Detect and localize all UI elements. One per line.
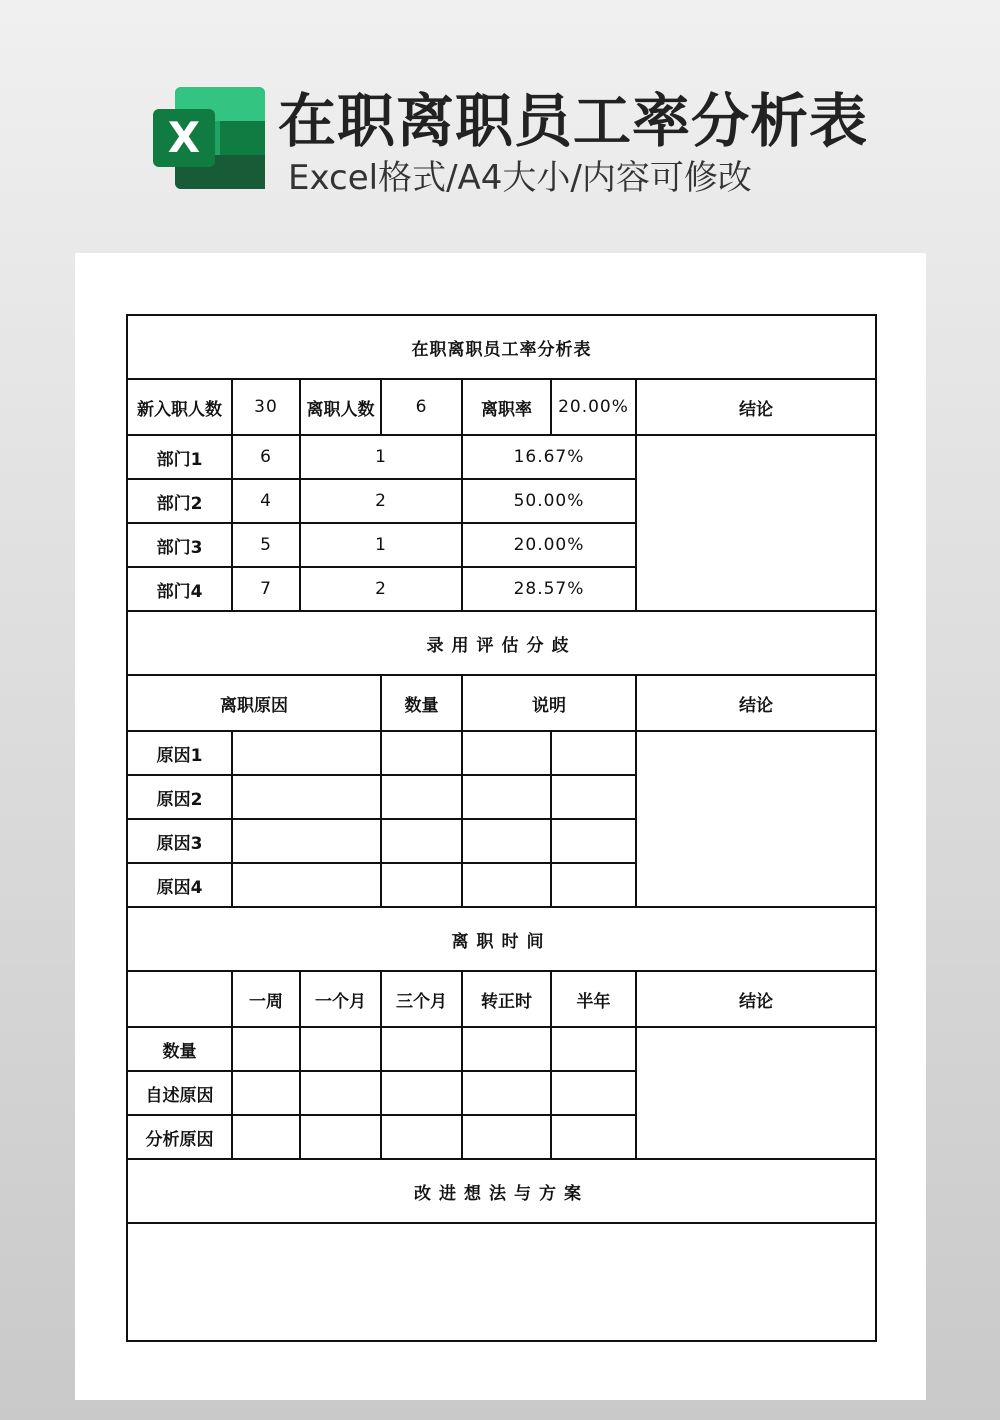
time-cell[interactable] (300, 1027, 381, 1071)
department-rate[interactable]: 16.67% (462, 435, 636, 479)
excel-logo-letter: X (167, 113, 201, 162)
department-rate[interactable]: 28.57% (462, 567, 636, 611)
reason-label: 原因4 (127, 863, 232, 907)
time-conclusion-cell[interactable] (636, 1027, 876, 1159)
department-resigned[interactable]: 2 (300, 567, 462, 611)
summary-conclusion-cell[interactable] (636, 435, 876, 611)
reason-explain-cell[interactable] (551, 819, 636, 863)
page-title: 在职离职员工率分析表 (278, 87, 869, 155)
section-title-improvement: 改进想法与方案 (127, 1159, 876, 1223)
time-row-label: 分析原因 (127, 1115, 232, 1159)
department-resigned[interactable]: 1 (300, 523, 462, 567)
page-subtitle: Excel格式/A4大小/内容可修改 (288, 158, 752, 198)
reason-count-cell[interactable] (381, 819, 462, 863)
time-header: 一个月 (300, 971, 381, 1027)
document-sheet (75, 253, 926, 1400)
improvement-notes-cell[interactable] (127, 1223, 876, 1341)
new-hires-value[interactable]: 30 (232, 379, 300, 435)
reason-detail-cell[interactable] (232, 819, 381, 863)
time-header: 一周 (232, 971, 300, 1027)
rate-label: 离职率 (462, 379, 551, 435)
time-row-label: 数量 (127, 1027, 232, 1071)
department-name: 部门2 (127, 479, 232, 523)
rate-value[interactable]: 20.00% (551, 379, 636, 435)
department-resigned[interactable]: 2 (300, 479, 462, 523)
reason-conclusion-header: 结论 (636, 675, 876, 731)
department-rate[interactable]: 20.00% (462, 523, 636, 567)
explain-header: 说明 (462, 675, 636, 731)
department-new[interactable]: 7 (232, 567, 300, 611)
time-cell[interactable] (232, 1115, 300, 1159)
time-cell[interactable] (300, 1071, 381, 1115)
resigned-label: 离职人数 (300, 379, 381, 435)
reason-explain-cell[interactable] (462, 731, 551, 775)
department-new[interactable]: 6 (232, 435, 300, 479)
department-new[interactable]: 5 (232, 523, 300, 567)
table-row (127, 1027, 876, 1071)
page-header (0, 0, 1000, 240)
reason-detail-cell[interactable] (232, 775, 381, 819)
table-row (127, 435, 876, 479)
time-cell[interactable] (551, 1115, 636, 1159)
reason-detail-cell[interactable] (232, 863, 381, 907)
table-row (127, 731, 876, 775)
reason-explain-cell[interactable] (462, 775, 551, 819)
reason-detail-cell[interactable] (232, 731, 381, 775)
reason-conclusion-cell[interactable] (636, 731, 876, 907)
time-cell[interactable] (381, 1071, 462, 1115)
time-cell[interactable] (381, 1027, 462, 1071)
resigned-value[interactable]: 6 (381, 379, 462, 435)
section-title-evaluation: 录用评估分歧 (127, 611, 876, 675)
time-header: 三个月 (381, 971, 462, 1027)
new-hires-label: 新入职人数 (127, 379, 232, 435)
time-cell[interactable] (232, 1071, 300, 1115)
time-cell[interactable] (551, 1027, 636, 1071)
department-rate[interactable]: 50.00% (462, 479, 636, 523)
section-title-time: 离职时间 (127, 907, 876, 971)
time-cell[interactable] (551, 1071, 636, 1115)
time-header: 半年 (551, 971, 636, 1027)
department-name: 部门1 (127, 435, 232, 479)
time-corner-cell (127, 971, 232, 1027)
reason-explain-cell[interactable] (462, 819, 551, 863)
time-cell[interactable] (462, 1027, 551, 1071)
time-cell[interactable] (300, 1115, 381, 1159)
reason-label: 原因3 (127, 819, 232, 863)
department-resigned[interactable]: 1 (300, 435, 462, 479)
summary-conclusion-label: 结论 (636, 379, 876, 435)
count-header: 数量 (381, 675, 462, 731)
reason-explain-cell[interactable] (462, 863, 551, 907)
reason-explain-cell[interactable] (551, 731, 636, 775)
reason-count-cell[interactable] (381, 731, 462, 775)
time-cell[interactable] (381, 1115, 462, 1159)
reason-label: 原因1 (127, 731, 232, 775)
excel-logo-icon (153, 87, 265, 189)
time-cell[interactable] (462, 1115, 551, 1159)
reason-explain-cell[interactable] (551, 775, 636, 819)
department-new[interactable]: 4 (232, 479, 300, 523)
reason-count-cell[interactable] (381, 775, 462, 819)
department-name: 部门4 (127, 567, 232, 611)
reason-header: 离职原因 (127, 675, 381, 731)
time-conclusion-header: 结论 (636, 971, 876, 1027)
time-row-label: 自述原因 (127, 1071, 232, 1115)
time-header: 转正时 (462, 971, 551, 1027)
sheet-title: 在职离职员工率分析表 (127, 315, 876, 379)
time-cell[interactable] (232, 1027, 300, 1071)
reason-count-cell[interactable] (381, 863, 462, 907)
reason-label: 原因2 (127, 775, 232, 819)
time-cell[interactable] (462, 1071, 551, 1115)
analysis-table (126, 314, 877, 1342)
reason-explain-cell[interactable] (551, 863, 636, 907)
department-name: 部门3 (127, 523, 232, 567)
